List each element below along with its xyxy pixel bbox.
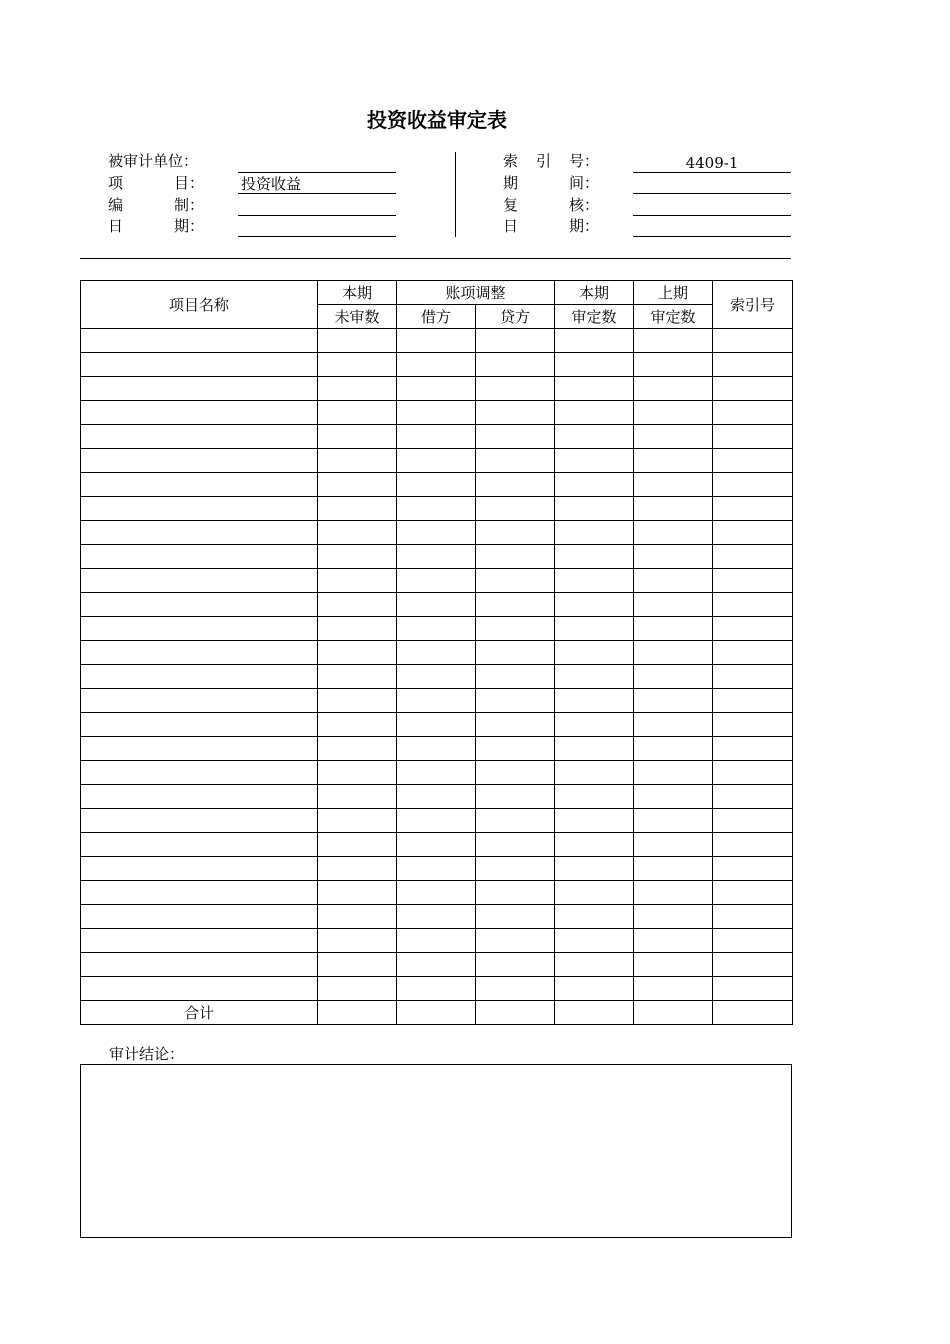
- table-row: [81, 377, 793, 401]
- table-cell[interactable]: [713, 569, 793, 593]
- table-cell[interactable]: [318, 473, 397, 497]
- table-cell[interactable]: [713, 833, 793, 857]
- table-cell[interactable]: [81, 833, 318, 857]
- table-cell[interactable]: [397, 593, 476, 617]
- table-cell[interactable]: [476, 809, 555, 833]
- table-cell[interactable]: [713, 593, 793, 617]
- table-cell[interactable]: [318, 785, 397, 809]
- table-cell[interactable]: [476, 761, 555, 785]
- table-cell[interactable]: [81, 521, 318, 545]
- table-cell[interactable]: [397, 977, 476, 1001]
- table-cell[interactable]: [713, 881, 793, 905]
- table-cell[interactable]: [318, 665, 397, 689]
- table-row: [81, 329, 793, 353]
- table-row: [81, 737, 793, 761]
- table-cell[interactable]: [318, 617, 397, 641]
- table-cell[interactable]: [555, 881, 634, 905]
- table-cell[interactable]: [555, 953, 634, 977]
- table-cell[interactable]: [555, 449, 634, 473]
- col-header-credit: 贷方: [476, 305, 555, 329]
- total-cell[interactable]: [476, 1001, 555, 1025]
- table-cell[interactable]: [713, 641, 793, 665]
- table-cell[interactable]: [81, 593, 318, 617]
- table-cell[interactable]: [555, 353, 634, 377]
- table-cell[interactable]: [634, 329, 713, 353]
- table-cell[interactable]: [555, 929, 634, 953]
- table-cell[interactable]: [397, 809, 476, 833]
- table-cell[interactable]: [713, 857, 793, 881]
- field-reviewed-by[interactable]: [633, 196, 791, 216]
- table-row: [81, 569, 793, 593]
- table-cell[interactable]: [713, 521, 793, 545]
- table-cell[interactable]: [318, 689, 397, 713]
- table-cell[interactable]: [81, 497, 318, 521]
- table-cell[interactable]: [476, 785, 555, 809]
- page-title: 投资收益审定表: [367, 108, 507, 132]
- table-cell[interactable]: [397, 497, 476, 521]
- table-cell[interactable]: [634, 905, 713, 929]
- table-cell[interactable]: [476, 833, 555, 857]
- table-cell[interactable]: [81, 785, 318, 809]
- table-cell[interactable]: [81, 329, 318, 353]
- table-row: [81, 785, 793, 809]
- table-cell[interactable]: [634, 593, 713, 617]
- label-item: 项 目：: [108, 174, 204, 192]
- table-row: [81, 977, 793, 1001]
- table-cell[interactable]: [81, 377, 318, 401]
- table-cell[interactable]: [476, 545, 555, 569]
- table-row: [81, 713, 793, 737]
- table-cell[interactable]: [397, 377, 476, 401]
- table-row: [81, 857, 793, 881]
- table-cell[interactable]: [555, 497, 634, 521]
- table-cell[interactable]: [713, 929, 793, 953]
- table-row: [81, 953, 793, 977]
- table-cell[interactable]: [318, 641, 397, 665]
- table-cell[interactable]: [555, 401, 634, 425]
- table-cell[interactable]: [318, 953, 397, 977]
- label-prepared-by: 编 制：: [108, 196, 204, 214]
- table-cell[interactable]: [634, 857, 713, 881]
- table-cell[interactable]: [555, 377, 634, 401]
- table-cell[interactable]: [713, 785, 793, 809]
- table-cell[interactable]: [713, 689, 793, 713]
- table-cell[interactable]: [634, 425, 713, 449]
- table-cell[interactable]: [81, 689, 318, 713]
- table-cell[interactable]: [81, 425, 318, 449]
- table-cell[interactable]: [397, 881, 476, 905]
- col-header-prior-1: 上期: [634, 281, 713, 305]
- table-cell[interactable]: [81, 905, 318, 929]
- table-cell[interactable]: [634, 473, 713, 497]
- table-cell[interactable]: [634, 881, 713, 905]
- table-cell[interactable]: [397, 641, 476, 665]
- table-row: [81, 353, 793, 377]
- table-cell[interactable]: [476, 905, 555, 929]
- table-cell[interactable]: [555, 641, 634, 665]
- table-cell[interactable]: [476, 569, 555, 593]
- table-cell[interactable]: [555, 857, 634, 881]
- table-cell[interactable]: [634, 641, 713, 665]
- total-cell[interactable]: [318, 1001, 397, 1025]
- table-cell[interactable]: [634, 545, 713, 569]
- table-cell[interactable]: [476, 521, 555, 545]
- table-cell[interactable]: [81, 953, 318, 977]
- table-cell[interactable]: [318, 353, 397, 377]
- table-cell[interactable]: [476, 857, 555, 881]
- table-cell[interactable]: [318, 377, 397, 401]
- table-cell[interactable]: [476, 617, 555, 641]
- table-cell[interactable]: [555, 833, 634, 857]
- table-cell[interactable]: [476, 473, 555, 497]
- table-cell[interactable]: [397, 665, 476, 689]
- table-cell[interactable]: [81, 881, 318, 905]
- table-cell[interactable]: [318, 737, 397, 761]
- table-cell[interactable]: [634, 497, 713, 521]
- table-cell[interactable]: [476, 641, 555, 665]
- table-cell[interactable]: [81, 665, 318, 689]
- field-date-right[interactable]: [633, 217, 791, 237]
- table-cell[interactable]: [81, 569, 318, 593]
- table-cell[interactable]: [81, 737, 318, 761]
- table-cell[interactable]: [713, 545, 793, 569]
- table-cell[interactable]: [634, 809, 713, 833]
- table-cell[interactable]: [476, 401, 555, 425]
- table-cell[interactable]: [397, 449, 476, 473]
- table-cell[interactable]: [476, 449, 555, 473]
- field-audited-entity[interactable]: [238, 153, 396, 173]
- table-cell[interactable]: [634, 953, 713, 977]
- table-cell[interactable]: [397, 713, 476, 737]
- table-cell[interactable]: [713, 761, 793, 785]
- audit-table: [80, 280, 793, 1025]
- table-cell[interactable]: [81, 449, 318, 473]
- table-cell[interactable]: [318, 497, 397, 521]
- table-row: [81, 545, 793, 569]
- table-cell[interactable]: [318, 401, 397, 425]
- table-cell[interactable]: [318, 425, 397, 449]
- table-cell[interactable]: [713, 425, 793, 449]
- table-row: [81, 665, 793, 689]
- table-cell[interactable]: [318, 713, 397, 737]
- col-header-adjustments: 账项调整: [397, 281, 555, 305]
- table-cell[interactable]: [81, 809, 318, 833]
- table-cell[interactable]: [634, 737, 713, 761]
- table-cell[interactable]: [555, 425, 634, 449]
- table-cell[interactable]: [476, 329, 555, 353]
- table-cell[interactable]: [81, 473, 318, 497]
- table-cell[interactable]: [555, 977, 634, 1001]
- table-cell[interactable]: [555, 617, 634, 641]
- col-header-item-name: 项目名称: [81, 281, 318, 329]
- conclusion-label: 审计结论：: [109, 1045, 185, 1063]
- table-cell[interactable]: [555, 785, 634, 809]
- table-cell[interactable]: [713, 953, 793, 977]
- table-cell[interactable]: [318, 761, 397, 785]
- table-cell[interactable]: [476, 953, 555, 977]
- table-cell[interactable]: [476, 977, 555, 1001]
- table-row: [81, 497, 793, 521]
- label-period: 期 间：: [503, 174, 599, 192]
- label-reviewed-by: 复 核：: [503, 196, 599, 214]
- table-cell[interactable]: [713, 497, 793, 521]
- table-cell[interactable]: [397, 329, 476, 353]
- table-cell[interactable]: [634, 665, 713, 689]
- table-cell[interactable]: [397, 473, 476, 497]
- table-row: [81, 809, 793, 833]
- table-row: [81, 761, 793, 785]
- table-row: [81, 929, 793, 953]
- table-cell[interactable]: [397, 521, 476, 545]
- table-cell[interactable]: [555, 665, 634, 689]
- col-header-audited-1: 本期: [555, 281, 634, 305]
- table-cell[interactable]: [555, 689, 634, 713]
- section-rule: [80, 258, 791, 259]
- table-cell[interactable]: [634, 401, 713, 425]
- table-cell[interactable]: [397, 545, 476, 569]
- total-cell[interactable]: [634, 1001, 713, 1025]
- table-cell[interactable]: [81, 857, 318, 881]
- label-index-no: 索 引 号：: [503, 152, 599, 170]
- table-cell[interactable]: [555, 521, 634, 545]
- table-cell[interactable]: [81, 545, 318, 569]
- table-cell[interactable]: [476, 881, 555, 905]
- table-cell[interactable]: [555, 473, 634, 497]
- table-cell[interactable]: [476, 713, 555, 737]
- label-audited-entity: 被审计单位：: [108, 152, 199, 170]
- table-cell[interactable]: [713, 617, 793, 641]
- table-row: [81, 521, 793, 545]
- table-cell[interactable]: [555, 329, 634, 353]
- table-cell[interactable]: [81, 353, 318, 377]
- table-cell[interactable]: [397, 401, 476, 425]
- table-cell[interactable]: [713, 713, 793, 737]
- table-cell[interactable]: [634, 785, 713, 809]
- table-cell[interactable]: [555, 593, 634, 617]
- total-cell[interactable]: [713, 1001, 793, 1025]
- label-date-left: 日 期：: [108, 217, 204, 235]
- table-body: [81, 329, 793, 1025]
- table-cell[interactable]: [397, 353, 476, 377]
- table-cell[interactable]: [318, 329, 397, 353]
- total-row: [81, 1001, 793, 1025]
- col-header-unaudited-1: 本期: [318, 281, 397, 305]
- table-cell[interactable]: [555, 569, 634, 593]
- table-cell[interactable]: [397, 617, 476, 641]
- table-cell[interactable]: [555, 545, 634, 569]
- table-cell[interactable]: [634, 713, 713, 737]
- table-row: [81, 641, 793, 665]
- table-cell[interactable]: [713, 905, 793, 929]
- table-cell[interactable]: [476, 689, 555, 713]
- table-cell[interactable]: [713, 977, 793, 1001]
- table-cell[interactable]: [81, 929, 318, 953]
- field-date-left[interactable]: [238, 217, 396, 237]
- table-cell[interactable]: [476, 593, 555, 617]
- table-cell[interactable]: [318, 857, 397, 881]
- total-cell[interactable]: [397, 1001, 476, 1025]
- table-cell[interactable]: [397, 953, 476, 977]
- table-cell[interactable]: [397, 425, 476, 449]
- table-cell[interactable]: [476, 425, 555, 449]
- table-cell[interactable]: [713, 329, 793, 353]
- table-cell[interactable]: [318, 881, 397, 905]
- field-period[interactable]: [633, 174, 791, 194]
- field-item[interactable]: 投资收益: [238, 174, 396, 194]
- table-cell[interactable]: [397, 905, 476, 929]
- table-cell[interactable]: [713, 809, 793, 833]
- col-header-audited-2: 审定数: [555, 305, 634, 329]
- field-index-no[interactable]: 4409-1: [633, 153, 791, 173]
- table-cell[interactable]: [634, 929, 713, 953]
- table-cell[interactable]: [476, 929, 555, 953]
- table-cell[interactable]: [634, 833, 713, 857]
- table-cell[interactable]: [634, 689, 713, 713]
- label-date-right: 日 期：: [503, 217, 599, 235]
- table-cell[interactable]: [634, 353, 713, 377]
- table-row: [81, 401, 793, 425]
- table-cell[interactable]: [318, 569, 397, 593]
- table-cell[interactable]: [555, 905, 634, 929]
- table-cell[interactable]: [397, 761, 476, 785]
- table-row: [81, 617, 793, 641]
- col-header-unaudited-2: 未审数: [318, 305, 397, 329]
- table-cell[interactable]: [713, 353, 793, 377]
- table-cell[interactable]: [81, 713, 318, 737]
- table-cell[interactable]: [318, 521, 397, 545]
- col-header-debit: 借方: [397, 305, 476, 329]
- table-row: [81, 833, 793, 857]
- table-cell[interactable]: [318, 593, 397, 617]
- field-prepared-by[interactable]: [238, 196, 396, 216]
- table-cell[interactable]: [634, 377, 713, 401]
- table-row: [81, 689, 793, 713]
- table-cell[interactable]: [555, 761, 634, 785]
- table-cell[interactable]: [397, 569, 476, 593]
- table-cell[interactable]: [81, 977, 318, 1001]
- table-cell[interactable]: [634, 449, 713, 473]
- table-cell[interactable]: [318, 905, 397, 929]
- table-cell[interactable]: [397, 857, 476, 881]
- table-cell[interactable]: [634, 569, 713, 593]
- table-row: [81, 449, 793, 473]
- table-cell[interactable]: [476, 353, 555, 377]
- table-cell[interactable]: [81, 401, 318, 425]
- table-cell[interactable]: [318, 929, 397, 953]
- table-cell[interactable]: [397, 785, 476, 809]
- col-header-prior-2: 审定数: [634, 305, 713, 329]
- table-cell[interactable]: [81, 641, 318, 665]
- total-cell[interactable]: [555, 1001, 634, 1025]
- table-cell[interactable]: [81, 761, 318, 785]
- table-cell[interactable]: [476, 665, 555, 689]
- table-row: [81, 473, 793, 497]
- table-cell[interactable]: [713, 377, 793, 401]
- table-row: [81, 881, 793, 905]
- header-divider: [455, 152, 456, 237]
- table-row: [81, 905, 793, 929]
- table-cell[interactable]: [555, 809, 634, 833]
- table-cell[interactable]: [476, 497, 555, 521]
- table-cell[interactable]: [318, 977, 397, 1001]
- table-cell[interactable]: [476, 377, 555, 401]
- table-cell[interactable]: [634, 977, 713, 1001]
- table-cell[interactable]: [476, 737, 555, 761]
- table-cell[interactable]: [318, 449, 397, 473]
- table-cell[interactable]: [397, 833, 476, 857]
- conclusion-box[interactable]: [80, 1064, 792, 1238]
- table-row: [81, 425, 793, 449]
- table-cell[interactable]: [555, 713, 634, 737]
- table-cell[interactable]: [81, 617, 318, 641]
- table-cell[interactable]: [713, 665, 793, 689]
- table-cell[interactable]: [318, 833, 397, 857]
- total-label: 合计: [81, 1001, 318, 1025]
- table-cell[interactable]: [397, 929, 476, 953]
- table-cell[interactable]: [713, 449, 793, 473]
- col-header-index: 索引号: [713, 281, 793, 329]
- table-cell[interactable]: [634, 617, 713, 641]
- table-cell[interactable]: [713, 737, 793, 761]
- table-cell[interactable]: [634, 521, 713, 545]
- table-cell[interactable]: [713, 401, 793, 425]
- table-row: [81, 593, 793, 617]
- table-cell[interactable]: [555, 737, 634, 761]
- table-cell[interactable]: [634, 761, 713, 785]
- table-cell[interactable]: [318, 809, 397, 833]
- table-cell[interactable]: [397, 689, 476, 713]
- table-cell[interactable]: [318, 545, 397, 569]
- table-cell[interactable]: [397, 737, 476, 761]
- table-cell[interactable]: [713, 473, 793, 497]
